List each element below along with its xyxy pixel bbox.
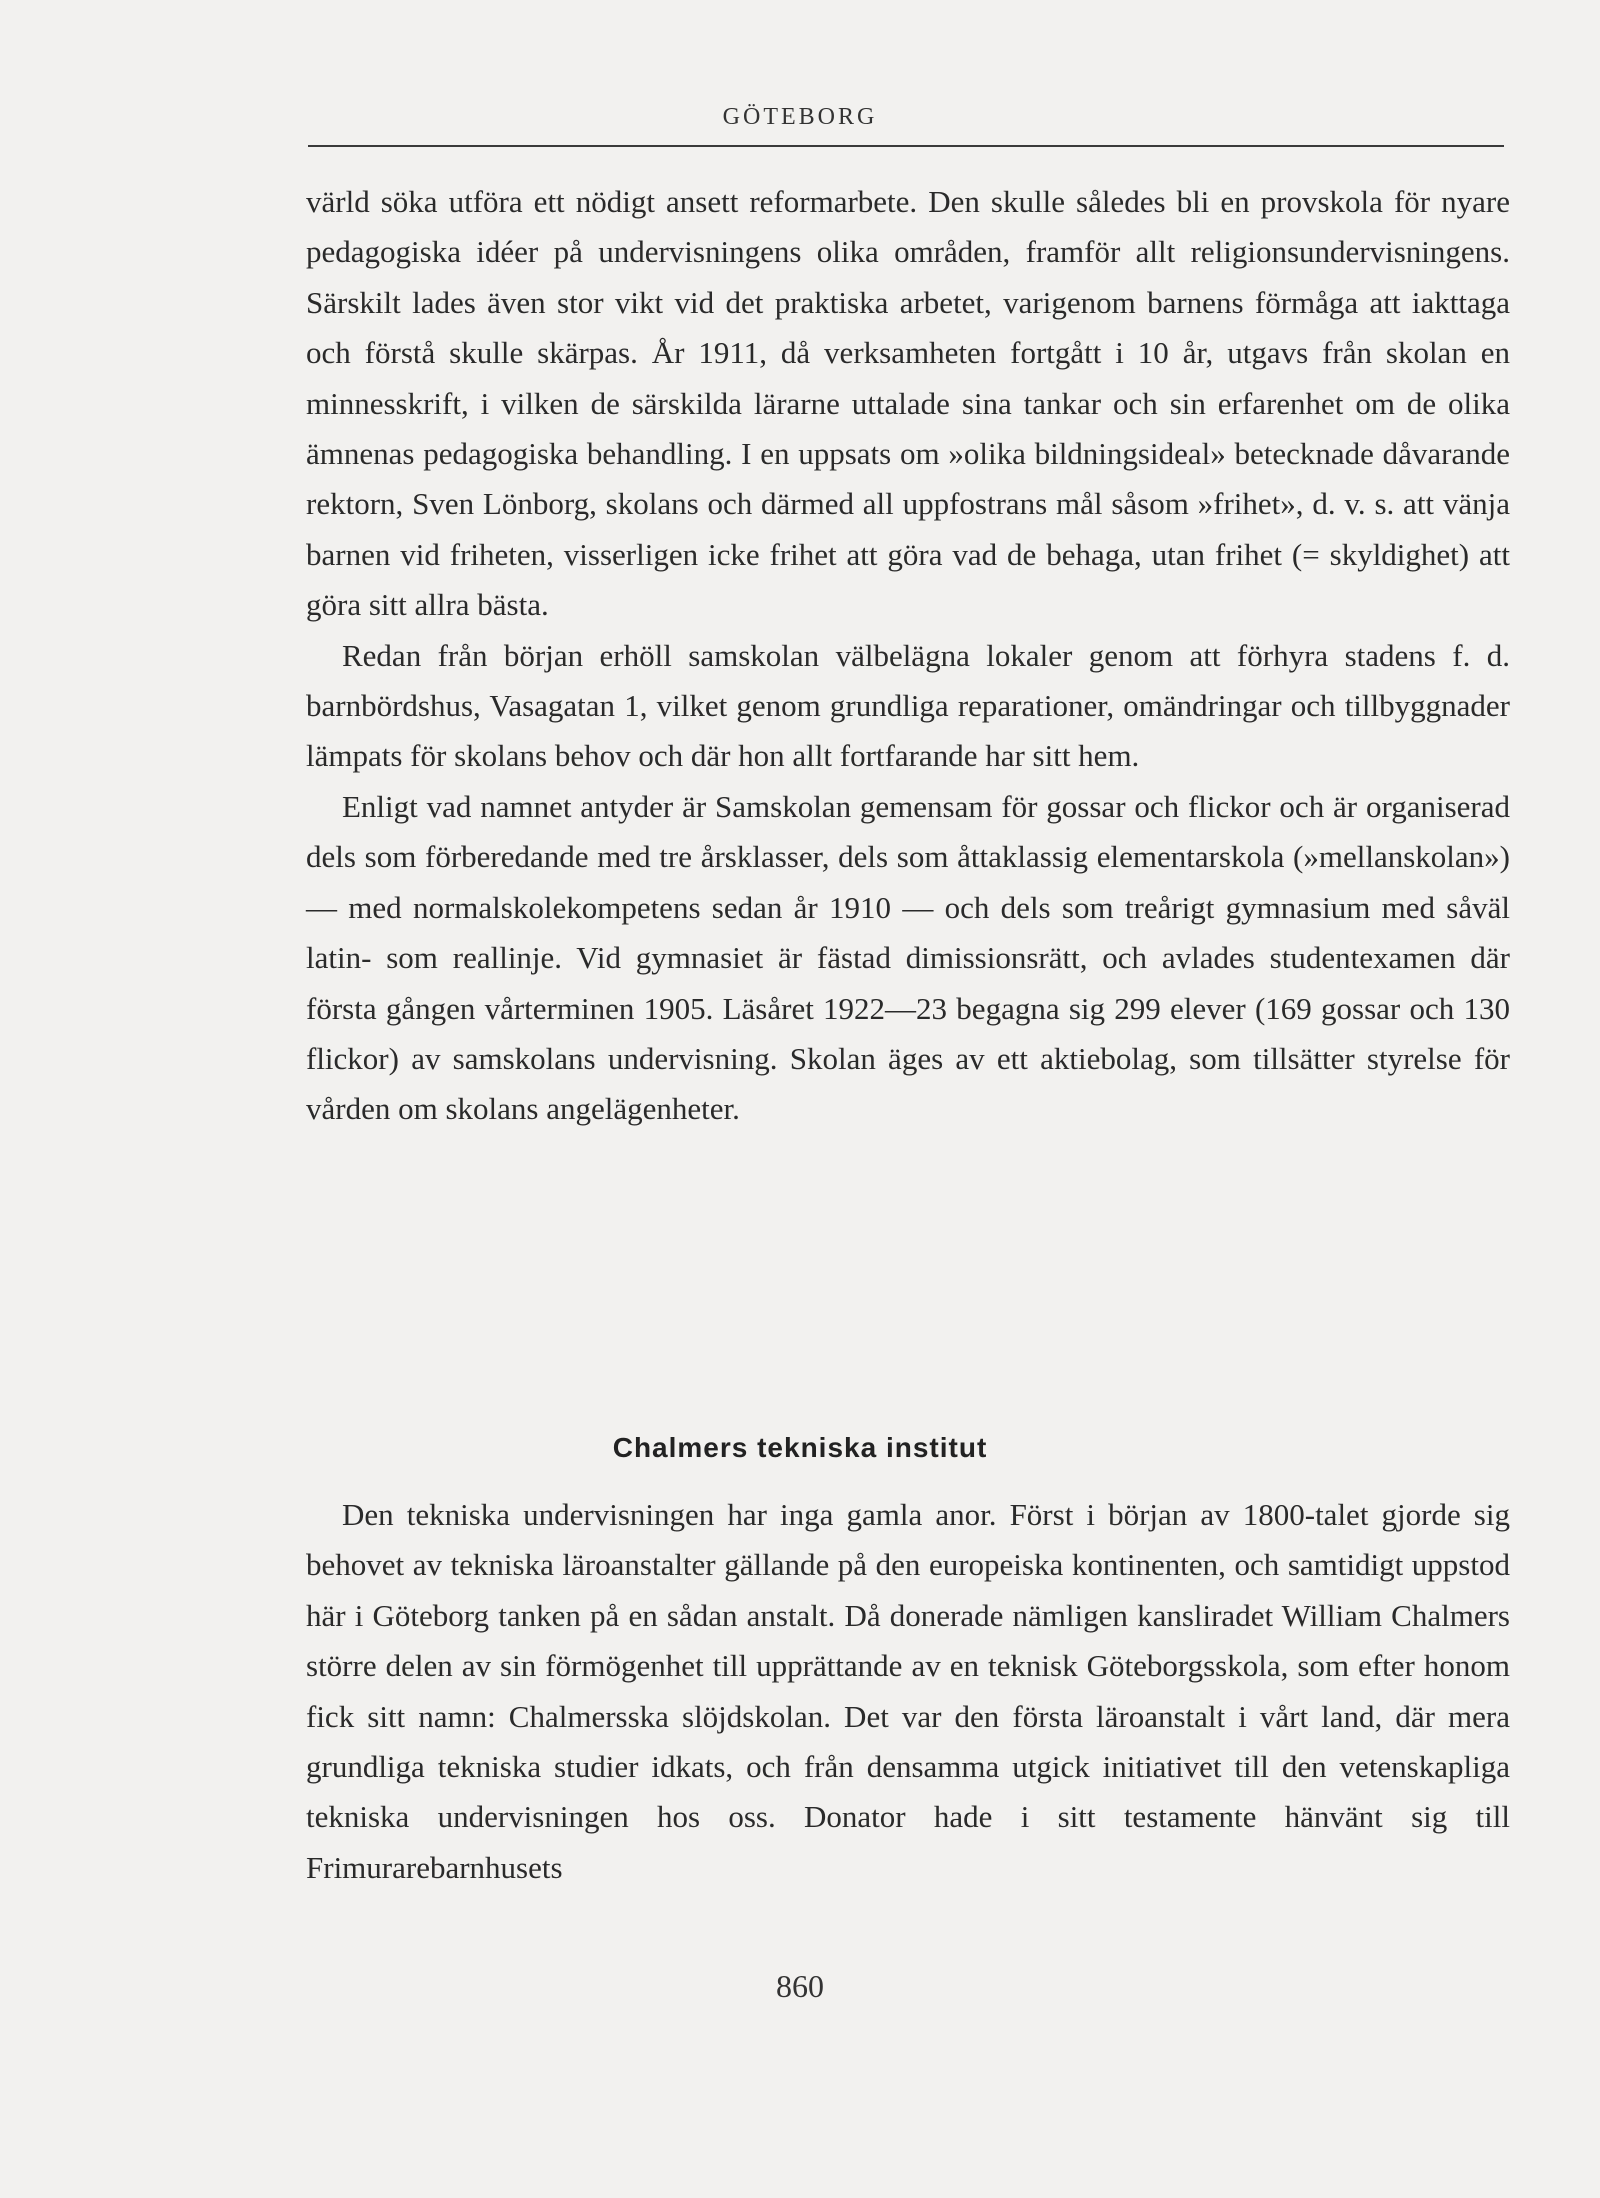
main-text-lower (306, 1490, 1510, 1893)
paragraph-premises: Redan från början erhöll samskolan välbelägna lokaler genom att förhyra stadens f. d. barnbördshus, Vasagatan 1, vilket genom grundliga reparationer, omändringar och tillbyggnader lämpats för skolans behov och där hon allt fortfarande har sitt hem. (306, 637, 1510, 774)
paragraph-reform-school: värld söka utföra ett nödigt ansett reformarbete. Den skulle således bli en provskola för nyare pedagogiska idéer på undervisningens olika områden, framför allt religionsundervisningens. Särskilt lades även stor vikt vid det praktiska arbetet, varigenom barnens förmåga att iakttaga och förstå skulle skärpas. År 1911, då verksamheten fortgått i 10 år, utgavs från skolan en minnesskrift, i vilken de särskilda lärarne uttalade sina tankar och sin erfarenhet om de olika ämnenas pedagogiska behandling. I en uppsats om »olika bildningsideal» betecknade dåvarande rektorn, Sven Lönborg, skolans och därmed all uppfostrans mål såsom »frihet», d. v. s. att vänja barnen vid friheten, visserligen icke frihet att göra vad de behaga, utan frihet (= skyldighet) att göra sitt allra bästa. (306, 184, 1510, 623)
main-text-upper (306, 177, 1510, 1135)
header-rule (308, 145, 1504, 147)
paragraph-chalmers: Den tekniska undervisningen har inga gamla anor. Först i början av 1800-talet gjorde sig behovet av tekniska läroanstalter gällande på den europeiska kontinenten, och samtidigt uppstod här i Göteborg tanken på en sådan anstalt. Då donerade nämligen kansliradet William Chalmers större delen av sin förmögenhet till upprättande av en teknisk Göteborgsskola, som efter honom fick sitt namn: Chalmersska slöjdskolan. Det var den första läroanstalt i vårt land, där mera grundliga tekniska studier idkats, och från densamma utgick initiativet till den vetenskapliga tekniska undervisningen hos oss. Donator hade i sitt testamente hänvänt sig till Frimurarebarnhusets (306, 1497, 1510, 1885)
running-head-title: GÖTEBORG (722, 104, 878, 130)
page-number: 860 (776, 1968, 824, 2004)
paragraph-organisation: Enligt vad namnet antyder är Samskolan gemensam för gossar och flickor och är organiserad dels som förberedande med tre årsklasser, dels som åttaklassig elementarskola (»mellanskolan») — med normalskolekompetens sedan år 1910 — och dels som treårigt gymnasium med såväl latin- som reallinje. Vid gymnasiet är fästad dimissionsrätt, och avlades studentexamen där första gången vårterminen 1905. Läsåret 1922—23 begagna sig 299 elever (169 gossar och 130 flickor) av samskolans undervisning. Skolan äges av ett aktiebolag, som tillsätter styrelse för vården om skolans angelägenheter. (306, 788, 1510, 1127)
section-heading-chalmers: Chalmers tekniska institut (612, 1432, 988, 1463)
